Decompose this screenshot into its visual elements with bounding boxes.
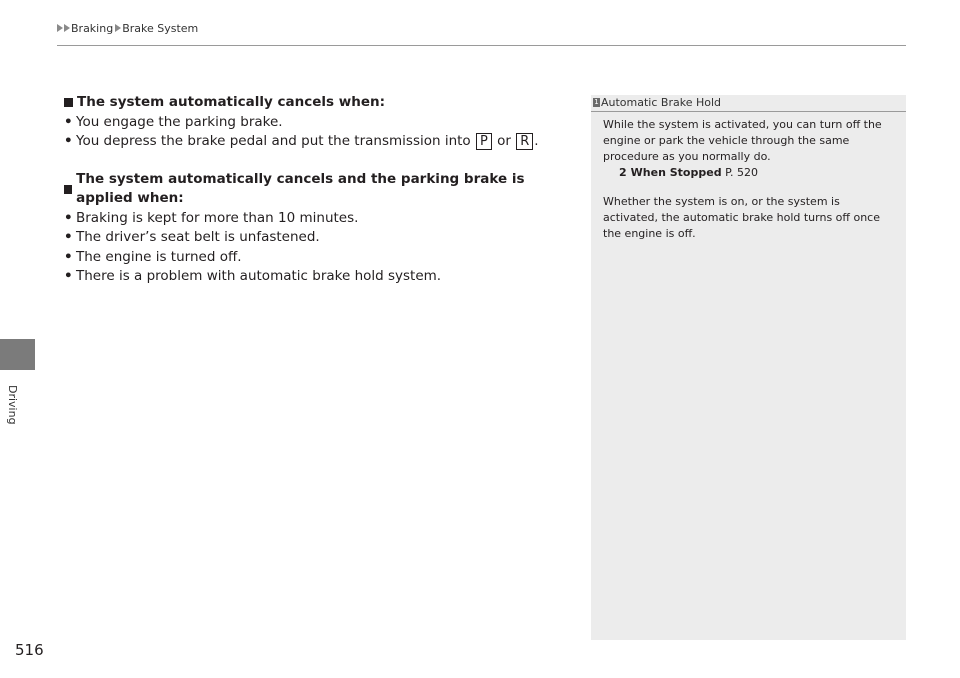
side-note — [591, 95, 906, 640]
chapter-label — [5, 385, 23, 425]
bullet-dot-icon: • — [64, 113, 73, 130]
bullet-list — [64, 209, 584, 287]
gear-key-r: R — [516, 133, 533, 150]
note-paragraph: Whether the system is on, or the system is activated, the automatic brake hold turns off once the engine is off. — [603, 195, 880, 240]
header-divider — [57, 45, 906, 46]
square-bullet-icon — [64, 185, 72, 194]
list-item — [64, 113, 584, 133]
list-item — [64, 132, 584, 152]
main-content — [64, 93, 584, 287]
bullet-dot-icon: • — [64, 133, 73, 149]
list-item-text: The driver’s seat belt is unfastened. — [76, 229, 320, 245]
note-title-text: Automatic Brake Hold — [601, 96, 722, 109]
list-item-text-prefix: You depress the brake pedal and put the transmission into — [76, 133, 471, 149]
cross-reference-link[interactable] — [603, 165, 894, 181]
bullet-dot-icon: • — [64, 268, 73, 284]
breadcrumb-item-brake-system[interactable]: Brake System — [122, 21, 199, 35]
note-marker-icon: 1 — [594, 98, 599, 106]
chapter-label-text: Driving — [6, 385, 19, 425]
chapter-tab — [0, 339, 35, 370]
breadcrumb-arrow-icon — [57, 24, 71, 32]
bullet-dot-icon: • — [64, 209, 73, 226]
section-heading — [64, 170, 584, 209]
list-item-text: You engage the parking brake. — [76, 113, 283, 130]
bullet-dot-icon: • — [64, 229, 73, 245]
list-item-text: There is a problem with automatic brake hold system. — [76, 268, 442, 284]
section-heading — [64, 93, 584, 113]
list-item — [64, 267, 584, 287]
list-item-text: Braking is kept for more than 10 minutes. — [76, 209, 359, 226]
bullet-list — [64, 113, 584, 152]
list-item-text-or: or — [497, 133, 511, 149]
bullet-dot-icon: • — [64, 248, 73, 265]
list-item — [64, 248, 584, 268]
reference-arrow-icon: 2 — [619, 166, 627, 179]
breadcrumb-item-braking[interactable]: Braking — [71, 21, 114, 35]
reference-label: When Stopped — [630, 166, 722, 179]
page-number: 516 — [15, 641, 44, 659]
list-item-text — [76, 132, 539, 152]
reference-page: P. 520 — [725, 166, 758, 179]
section-heading-text: The system automatically cancels and the parking brake is applied when: — [76, 170, 525, 206]
section-heading-text: The system automatically cancels when: — [77, 94, 385, 110]
note-title — [591, 95, 906, 112]
list-item — [64, 228, 584, 248]
note-body — [591, 112, 906, 242]
list-item-text-suffix: . — [534, 133, 539, 149]
note-paragraph: While the system is activated, you can turn off the engine or park the vehicle through the same procedure as you normally do. — [603, 118, 882, 163]
gear-key-p: P — [476, 133, 492, 150]
list-item — [64, 209, 584, 229]
breadcrumb-separator-icon — [115, 24, 122, 32]
breadcrumb — [57, 20, 198, 36]
list-item-text: The engine is turned off. — [76, 248, 242, 265]
square-bullet-icon — [64, 98, 73, 107]
